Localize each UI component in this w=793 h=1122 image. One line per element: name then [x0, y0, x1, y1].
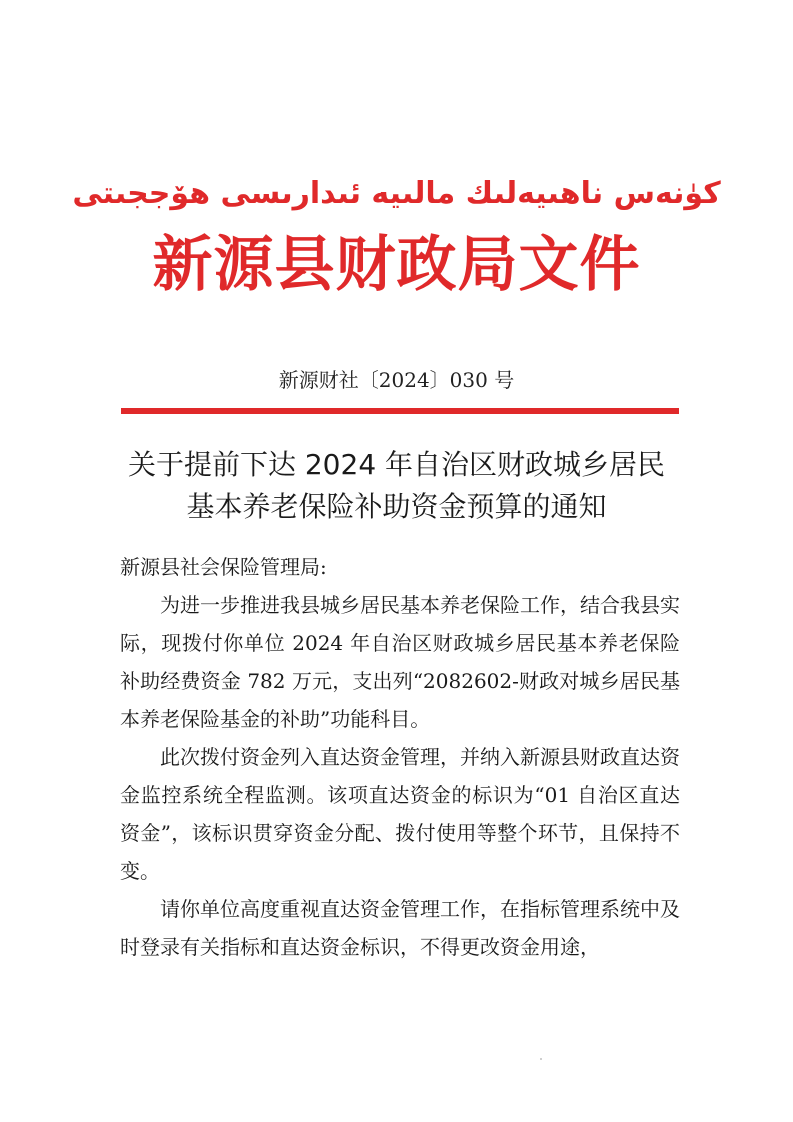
document-number: 新源财社〔2024〕030 号 [278, 368, 515, 392]
body-paragraph-3: 请你单位高度重视直达资金管理工作，在指标管理系统中及时登录有关指标和直达资金标识，不得更改资金用途， [120, 897, 680, 959]
red-separator-line [121, 408, 679, 414]
notice-title-line-2: 基本养老保险补助资金预算的通知 [186, 490, 607, 523]
body-paragraph-2: 此次拨付资金列入直达资金管理，并纳入新源县财政直达资金监控系统全程监测。该项直达资金的标识为“01 自治区直达资金”，该标识贯穿资金分配、拨付使用等整个环节，且保持不变。 [120, 745, 680, 883]
notice-title [0, 444, 793, 528]
scan-speck [540, 1058, 542, 1060]
issuing-authority-title: 新源县财政局文件 [152, 230, 641, 300]
body-paragraph-1: 为进一步推进我县城乡居民基本养老保险工作，结合我县实际，现拨付你单位 2024 年自治区财政城乡居民基本养老保险补助经费资金 782 万元，支出列“2082602-财政对城乡居民基本养老保险基金的补助”功能科目。 [120, 593, 680, 731]
notice-title-line-1: 关于提前下达 2024 年自治区财政城乡居民 [127, 448, 666, 481]
salutation: 新源县社会保险管理局: [120, 555, 327, 579]
notice-body [120, 548, 680, 966]
uyghur-header-title: كۈنەس ناھىيەلىك مالىيە ئىدارىسى ھۆججىتى [72, 176, 721, 211]
